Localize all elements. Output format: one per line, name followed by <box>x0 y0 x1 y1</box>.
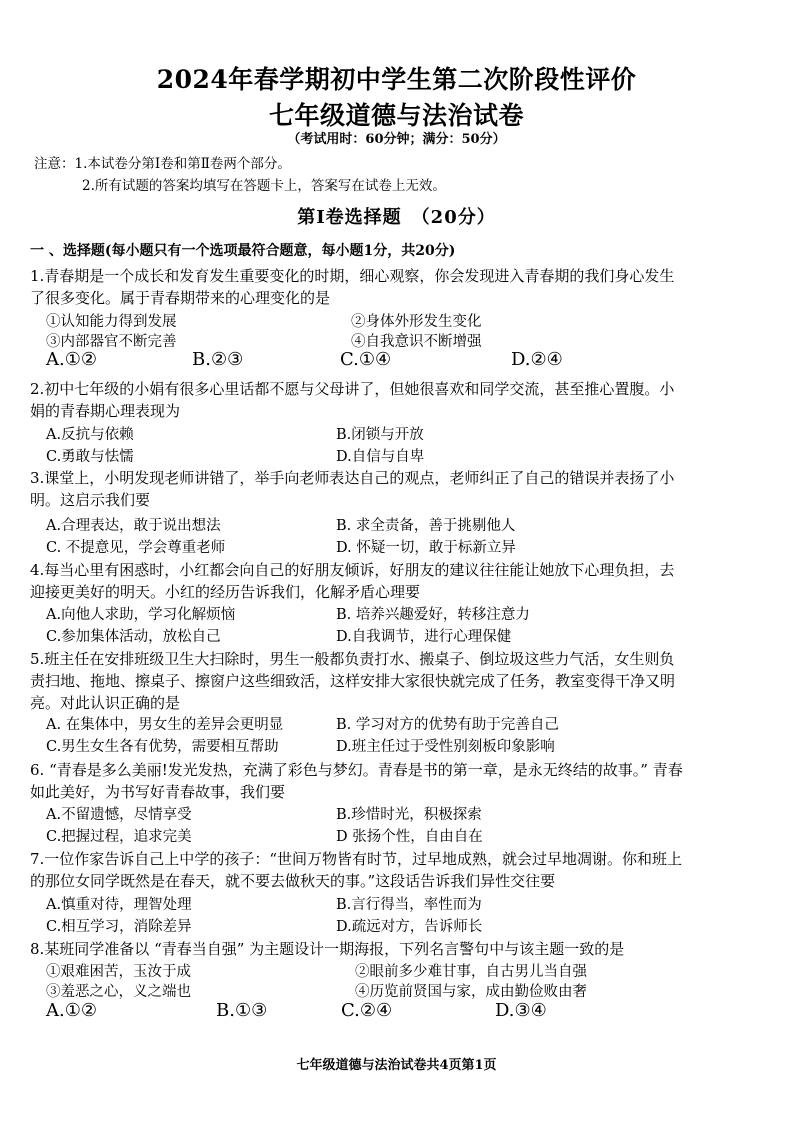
answer-option: B.①③ <box>216 1000 268 1021</box>
section-title: 第Ⅰ卷选择题 （20分） <box>297 207 496 228</box>
answer-option: B.②③ <box>192 349 244 370</box>
statement-item: ③内部器官不断完善 <box>46 334 177 350</box>
statement-item: ②眼前多少难甘事，自古男儿当自强 <box>355 964 587 980</box>
question-text: 责扫地、拖地、擦桌子、擦窗户这些细致活，这样安排大家很快就完成了任务，教室变得干净又明 <box>30 672 676 690</box>
question-text: 6. “青春是多么美丽!发光发热，充满了彩色与梦幻。青春是书的第一章，是永无终结的故事。” 青春 <box>30 761 683 779</box>
answer-option: D. 怀疑一切，敢于标新立异 <box>336 540 516 556</box>
answer-option: B.言行得当，率性而为 <box>336 897 482 913</box>
answer-option: D 张扬个性，自由自在 <box>336 829 483 845</box>
question-text: 5.班主任在安排班级卫生大扫除时，男生一般都负责打水、搬桌子、倒垃圾这些力气活，女生则负 <box>30 650 675 668</box>
answer-option: D.③④ <box>495 1000 547 1021</box>
answer-option: C.相互学习，消除差异 <box>46 919 192 935</box>
answer-option: A.①② <box>46 1000 97 1021</box>
answer-option: A.不留遗憾，尽情享受 <box>46 807 192 823</box>
question-text: 了很多变化。属于青春期带来的心理变化的是 <box>30 289 331 307</box>
answer-option: D.②④ <box>511 349 563 370</box>
answer-option: A.①② <box>46 349 97 370</box>
note-line-2: 2.所有试题的答案均填写在答题卡上，答案写在试卷上无效。 <box>82 178 446 194</box>
answer-option: A.反抗与依赖 <box>46 427 134 443</box>
question-text: 如此美好，为书写好青春故事，我们要 <box>30 783 286 801</box>
answer-option: C.②④ <box>341 1000 393 1021</box>
answer-option: B. 学习对方的优势有助于完善自己 <box>336 717 559 733</box>
question-text: 7.一位作家告诉自己上中学的孩子：“世间万物皆有时节，过早地成熟，就会过早地凋谢。你和班上 <box>30 850 682 868</box>
statement-item: ①认知能力得到发展 <box>46 314 177 330</box>
answer-option: A.慎重对待，理智处理 <box>46 897 192 913</box>
answer-option: B. 求全责备，善于挑剔他人 <box>336 518 516 534</box>
answer-option: C.参加集体活动，放松自己 <box>46 629 221 645</box>
answer-option: A. 在集体中，男女生的差异会更明显 <box>46 717 284 733</box>
answer-option: B.珍惜时光，积极探索 <box>336 807 482 823</box>
question-text: 2.初中七年级的小娟有很多心里话都不愿与父母讲了，但她很喜欢和同学交流，甚至推心置腹。小 <box>30 380 675 398</box>
answer-option: A.合理表达，敢于说出想法 <box>46 518 221 534</box>
answer-option: C.①④ <box>340 349 392 370</box>
exam-title-line1: 2024年春学期初中学生第二次阶段性评价 <box>156 65 637 94</box>
question-text: 迎接更美好的明天。小红的经历告诉我们，化解矛盾心理要 <box>30 583 421 601</box>
answer-option: D.疏远对方，告诉师长 <box>336 919 483 935</box>
statement-item: ④自我意识不断增强 <box>351 334 482 350</box>
answer-option: C. 不提意见，学会尊重老师 <box>46 540 226 556</box>
answer-option: B. 培养兴趣爱好，转移注意力 <box>336 607 530 623</box>
question-text: 的那位女同学既然是在春天，就不要去做秋天的事。”这段话告诉我们异性交往要 <box>30 872 556 890</box>
question-text: 3.课堂上，小明发现老师讲错了，举手向老师表达自己的观点，老师纠正了自己的错误并表扬了小 <box>30 469 675 487</box>
part-heading: 一 、选择题(每小题只有一个选项最符合题意，每小题1分，共20分) <box>30 243 456 259</box>
statement-item: ④历览前贤国与家，成由勤俭败由奢 <box>355 984 587 1000</box>
question-text: 娟的青春期心理表现为 <box>30 402 181 420</box>
answer-option: C.男生女生各有优势，需要相互帮助 <box>46 739 279 755</box>
answer-option: C.勇敢与怯懦 <box>46 449 134 465</box>
answer-option: C.把握过程，追求完美 <box>46 829 192 845</box>
statement-item: ②身体外形发生变化 <box>351 314 482 330</box>
exam-info: （考试用时：60分钟；满分：50分） <box>287 132 506 147</box>
answer-option: D.自我调节，进行心理保健 <box>336 629 512 645</box>
statement-item: ③羞恶之心，义之端也 <box>46 984 191 1000</box>
question-text: 4.每当心里有困惑时，小红都会向自己的好朋友倾诉，好朋友的建议往往能让她放下心理负担，去 <box>30 561 675 579</box>
statement-item: ①艰难困苦，玉汝于成 <box>46 964 191 980</box>
note-line-1: 注意：1.本试卷分第Ⅰ卷和第Ⅱ卷两个部分。 <box>34 156 291 172</box>
answer-option: D.班主任过于受性别刻板印象影响 <box>336 739 555 755</box>
question-text: 1.青春期是一个成长和发育发生重要变化的时期，细心观察，你会发现进入青春期的我们身心发生 <box>30 267 675 285</box>
exam-title-line2: 七年级道德与法治试卷 <box>268 101 524 130</box>
answer-option: D.自信与自卑 <box>336 449 425 465</box>
question-text: 亮。对此认识正确的是 <box>30 694 181 712</box>
answer-option: B.闭锁与开放 <box>336 427 424 443</box>
answer-option: A.向他人求助，学习化解烦恼 <box>46 607 236 623</box>
question-text: 明。这启示我们要 <box>30 491 151 509</box>
question-text: 8.某班同学准备以 “青春当自强” 为主题设计一期海报，下列名言警句中与该主题一致的是 <box>30 940 625 958</box>
page-footer: 七年级道德与法治试卷共4页第1页 <box>296 1058 497 1073</box>
